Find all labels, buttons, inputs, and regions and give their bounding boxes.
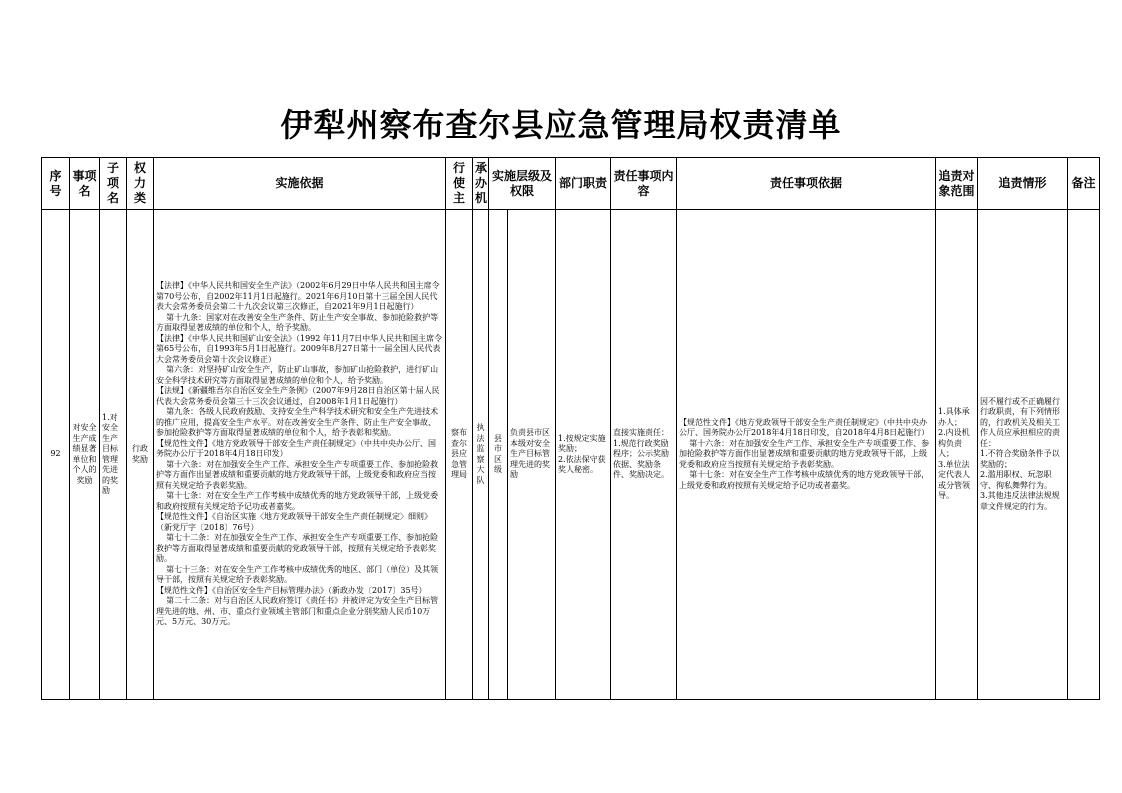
header-category: 权力类 xyxy=(127,158,154,210)
header-row xyxy=(42,158,1100,210)
cell-duty: 1.按规定实施奖励； 2.依法保守获奖人秘密。 xyxy=(556,210,611,700)
cell-resp-basis: 【规范性文件】《地方党政领导干部安全生产责任制规定》（中共中央办公厅、国务院办公厅2018年4月18日印发，自2018年4月8日起施行） 第十六条：对在加强安全生产工作、承担安全生产专项重要工作、参加抢险救护等方面作出显著成绩和重要贡献的地方党政领导干部，上级党委和政府应当按照有关规定给予表彰奖励。 第十七条：对在安全生产工作考核中成绩优秀的地方党政领导干部，上级党委和政府按照有关规定给予记功或者嘉奖。 xyxy=(677,210,936,700)
cell-category: 行政奖励 xyxy=(127,210,154,700)
cell-resp: 直接实施责任： 1.规范行政奖励程序；公示奖励依据、奖励条件、奖励决定。 xyxy=(611,210,677,700)
header-remark: 备注 xyxy=(1068,158,1100,210)
header-subject: 行使主 xyxy=(446,158,473,210)
header-scope: 追责对象范围 xyxy=(936,158,978,210)
header-org: 承办机 xyxy=(473,158,489,210)
header-duty: 部门职责 xyxy=(556,158,611,210)
cell-basis: 【法律】《中华人民共和国安全生产法》（2002年6月29日中华人民共和国主席令第70号公布，自2002年11月1日起施行。2021年6月10日第十三届全国人民代表大会常务委员会第二十九次会议第三次修正，自2021年9月1日起施行） 第十九条：国家对在改善安全生产条件、防止生产安全事故、参加抢险救护等方面取得显著成绩的单位和个人，给予奖励。 【法律】《中华人民共和国矿山安全法》（1992 年11月7日中华人民共和国主席令第65号公布，自1993年5月1日起施行。2009年8月27日第十一届全国人民代表大会常务委员会第十次会议修正） 第六条：对坚持矿山安全生产，防止矿山事故，参加矿山抢险救护，进行矿山安全科学技术研究等方面取得显著成绩的单位和个人，给予奖励。 【法规】《新疆维吾尔自治区安全生产条例》（2007年9月28日自治区第十届人民代表大会常务委员会第三十三次会议通过，自2008年1月1日起施行） 第九条：各级人民政府鼓励、支持安全生产科学技术研究和安全生产先进技术的推广应用，提高安全生产水平。对在改善安全生产条件、防止生产安全事故、参加抢险救护等方面取得显著成绩的单位和个人，给予表彰和奖励。 【规范性文件】《地方党政领导干部安全生产责任制规定》（中共中央办公厅、国务院办公厅于2018年4月18日印发） 第十六条：对在加强安全生产工作、承担安全生产专项重要工作、参加抢险救护等方面作出显著成绩和重要贡献的地方党政领导干部，上级党委和政府应当按照有关规定给予表彰奖励。 第十七条：对在安全生产工作考核中成绩优秀的地方党政领导干部，上级党委和政府按照有关规定给予记功或者嘉奖。 【规范性文件】《自治区实施〈地方党政领导干部安全生产责任制规定〉细则》（新党厅字〔2018〕76号） 第七十二条：对在加强安全生产工作、承担安全生产专项重要工作、参加抢险救护等方面取得显著成绩和重要贡献的党政领导干部，按照有关规定给予表彰奖励。 第七十三条：对在安全生产工作考核中成绩优秀的地区、部门（单位）及其领导干部，按照有关规定给予表彰奖励。 【规范性文件】《自治区安全生产目标管理办法》（新政办发〔2017〕35号） 第二十二条：对与自治区人民政府签订《责任书》并被评定为安全生产目标管理先进的地、州、市、重点行业领域主管部门和重点企业分别奖励人民币10万元、5万元、30万元。 xyxy=(154,210,446,700)
table-row xyxy=(42,210,1100,700)
header-item: 事项名 xyxy=(70,158,100,210)
cell-level-a: 县市区级 xyxy=(489,210,508,700)
header-level: 实施层级及权限 xyxy=(489,158,556,210)
cell-accountability: 因不履行或不正确履行行政职责，有下列情形的，行政机关及相关工作人员应承担相应的责任： 1.不符合奖励条件予以奖励的； 2.滥用职权、玩忽职守、徇私舞弊行为。 3.其他违反法律法规规章文件规定的行为。 xyxy=(978,210,1068,700)
cell-subject: 察布查尔县应急管理局 xyxy=(446,210,473,700)
cell-remark xyxy=(1068,210,1100,700)
cell-org: 执法监察大队 xyxy=(473,210,489,700)
page-title: 伊犁州察布查尔县应急管理局权责清单 xyxy=(280,106,842,144)
cell-scope: 1.具体承办人； 2.内设机构负责人； 3.单位法定代表人或分管领导。 xyxy=(936,210,978,700)
header-resp: 责任事项内容 xyxy=(611,158,677,210)
responsibility-table xyxy=(41,157,1100,700)
cell-sub: 1.对安全生产目标管理先进的奖励 xyxy=(100,210,127,700)
cell-level-b: 负责县市区本级对安全生产目标管理先进的奖励 xyxy=(508,210,556,700)
cell-seq: 92 xyxy=(42,210,70,700)
header-seq: 序号 xyxy=(42,158,70,210)
header-resp-basis: 责任事项依据 xyxy=(677,158,936,210)
header-basis: 实施依据 xyxy=(154,158,446,210)
header-accountability: 追责情形 xyxy=(978,158,1068,210)
cell-item: 对安全生产成绩显著单位和个人的奖励 xyxy=(70,210,100,700)
header-sub: 子项名 xyxy=(100,158,127,210)
